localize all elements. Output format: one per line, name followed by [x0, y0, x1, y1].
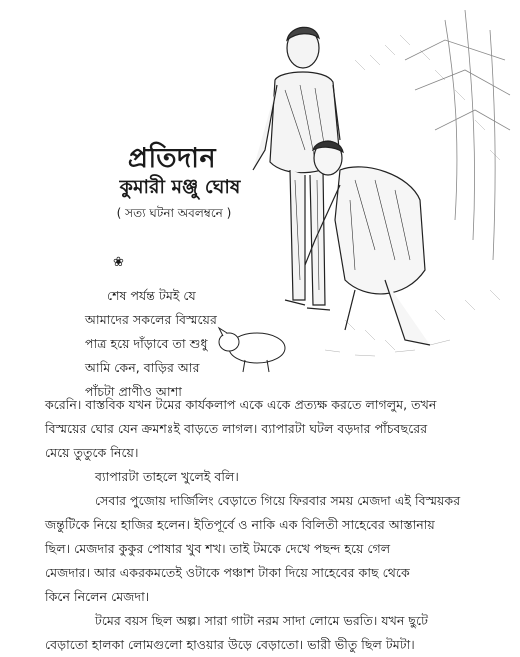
text-line: কিনে নিলেন মেজদা। — [45, 589, 150, 604]
text-line: জন্তুটিকে নিয়ে হাজির হলেন। ইতিপূর্বে ও নাকি এক বিলিতী সাহেবের আস্তানায় — [45, 517, 435, 532]
text-line: পাঁচটা প্রাণীও আশা — [85, 384, 182, 399]
narrow-text-column — [85, 284, 217, 404]
text-line: করেনি। বাস্তবিক যখন টমের কার্যকলাপ একে একে প্রত্যক্ষ করতে লাগলুম, তখন — [45, 397, 437, 412]
story-title: প্রতিদান — [127, 143, 217, 174]
text-line: মেয়ে তুতুকে নিয়ে। — [45, 445, 139, 460]
text-line: টমের বয়স ছিল অল্প। সারা গাটা নরম সাদা লোমে ভরতি। যখন ছুটে — [95, 613, 428, 628]
text-line: মেজদার। আর একরকমতেই ওটাকে পঞ্চাশ টাকা দিয়ে সাহেবের কাছ থেকে — [45, 565, 410, 580]
text-line: বেড়াতো হালকা লোমগুলো হাওয়ার উড়ে বেড়াতো। ভারী ভীতু ছিল টমটা। — [45, 637, 415, 652]
text-line: আমি কেন, বাড়ির আর — [85, 360, 200, 375]
text-line: আমাদের সকলের বিস্ময়ের — [85, 312, 217, 327]
text-line: ছিল। মেজদার কুকুর পোষার খুব শখ। তাই টমকে দেখে পছন্দ হয়ে গেল — [45, 541, 391, 556]
flower-ornament-icon: ❀ — [113, 255, 124, 270]
body-text — [45, 393, 505, 657]
text-line: শেষ পর্যন্ত টমই যে — [107, 288, 196, 303]
story-subtitle: ( সত্য ঘটনা অবলম্বনে ) — [116, 206, 232, 220]
text-line: ব্যাপারটা তাহলে খুলেই বলি। — [95, 469, 239, 484]
text-line: পাত্র হয়ে দাঁড়াবে তা শুধু — [85, 336, 208, 351]
text-line: সেবার পুজোয় দার্জিলিং বেড়াতে গিয়ে ফিরবার সময় মেজদা এই বিস্ময়কর — [95, 493, 461, 508]
story-author: কুমারী মঞ্জু ঘোষ — [119, 176, 241, 198]
text-line: বিস্ময়ের ঘোর যেন ক্রমশঃই বাড়তে লাগল। ব্যাপারটা ঘটল বড়দার পাঁচবছরের — [45, 421, 428, 436]
